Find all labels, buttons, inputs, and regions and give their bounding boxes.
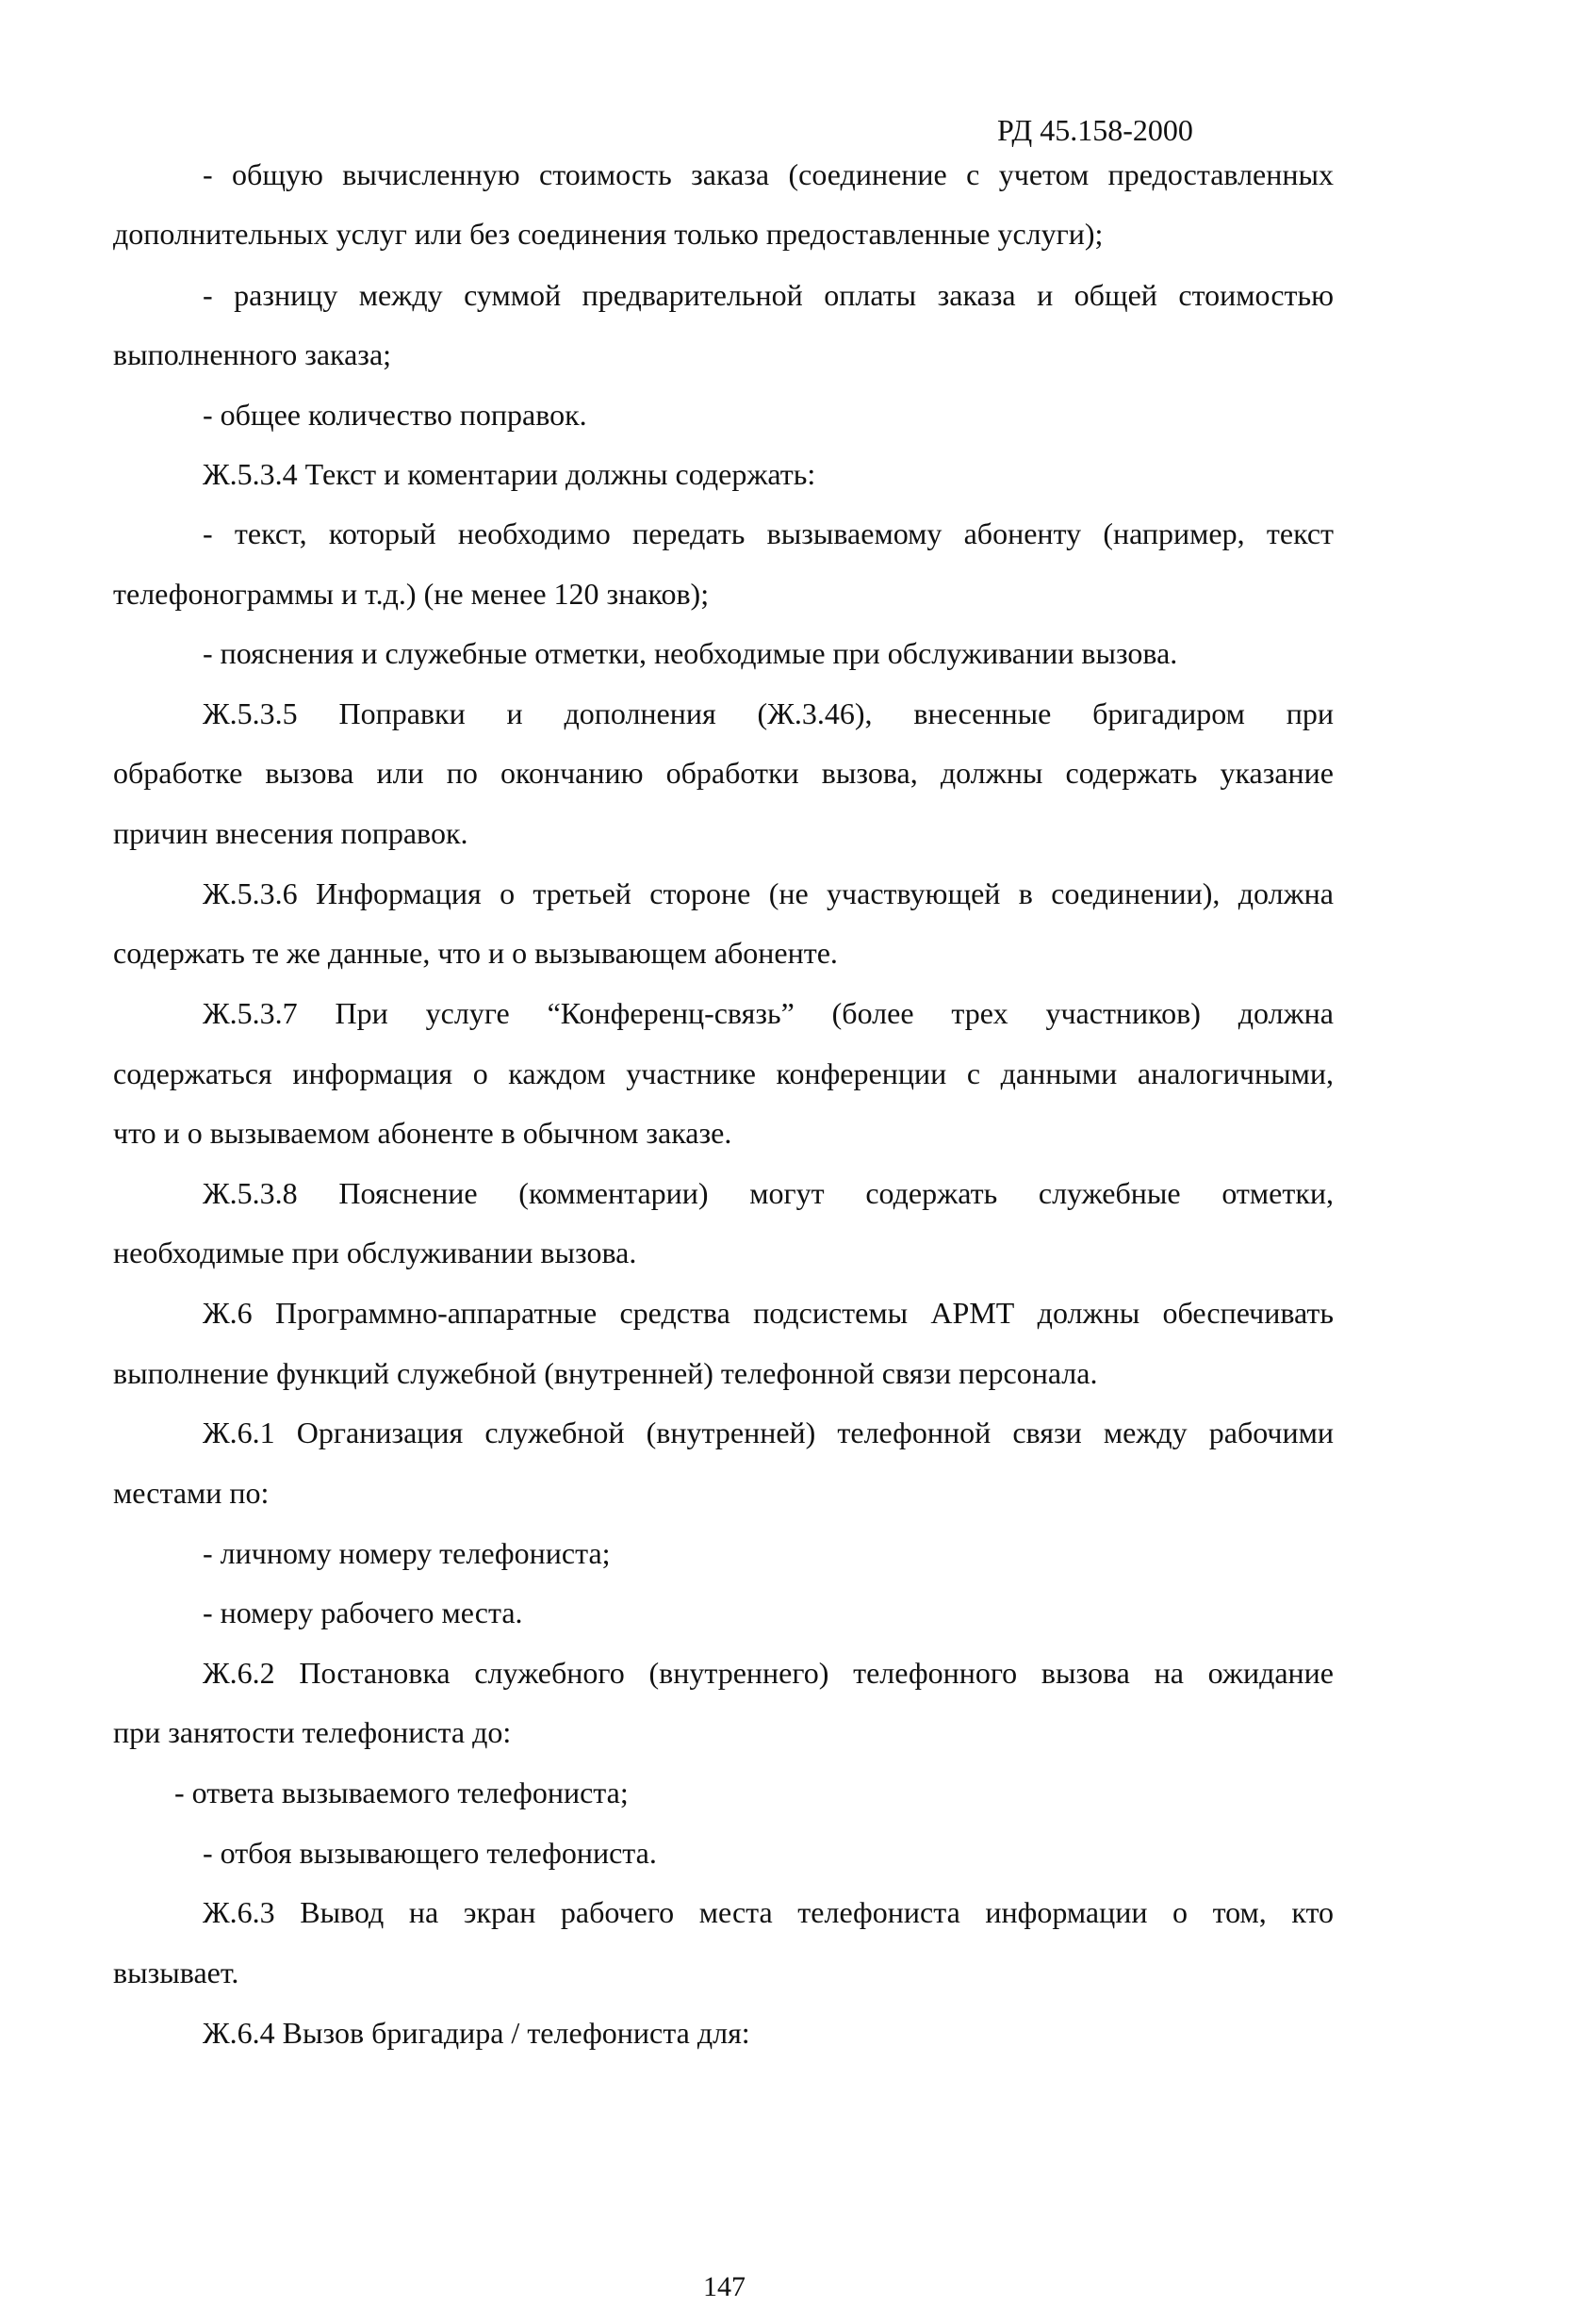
text-line: - разницу между суммой предварительной оплаты заказа и общей стоимостью bbox=[203, 278, 1334, 312]
text-line: Ж.6.4 Вызов бригадира / телефониста для: bbox=[203, 2016, 750, 2050]
text-line: Ж.6.3 Вывод на экран рабочего места телефониста информации о том, кто bbox=[203, 1895, 1334, 1929]
text-line: - личному номеру телефониста; bbox=[203, 1536, 611, 1570]
text-line: - пояснения и служебные отметки, необходимые при обслуживании вызова. bbox=[203, 636, 1178, 670]
text-line: Ж.5.3.7 При услуге “Конференц-связь” (более трех участников) должна bbox=[203, 996, 1334, 1030]
text-line: дополнительных услуг или без соединения только предоставленные услуги); bbox=[113, 217, 1104, 251]
text-line: - общую вычисленную стоимость заказа (соединение с учетом предоставленных bbox=[203, 157, 1334, 191]
text-line: выполнение функций служебной (внутренней) телефонной связи персонала. bbox=[113, 1356, 1098, 1390]
text-line: при занятости телефониста до: bbox=[113, 1715, 512, 1749]
text-line: содержать те же данные, что и о вызывающем абоненте. bbox=[113, 936, 838, 970]
text-line: вызывает. bbox=[113, 1956, 239, 1989]
text-line: причин внесения поправок. bbox=[113, 816, 468, 850]
document-id: РД 45.158-2000 bbox=[997, 113, 1193, 147]
text-line: телефонограммы и т.д.) (не менее 120 знаков); bbox=[113, 577, 710, 611]
text-line: Ж.5.3.6 Информация о третьей стороне (не участвующей в соединении), должна bbox=[203, 876, 1334, 910]
text-line: Ж.6 Программно-аппаратные средства подсистемы АРМТ должны обеспечивать bbox=[203, 1296, 1334, 1330]
text-line: Ж.6.2 Постановка служебного (внутреннего) телефонного вызова на ожидание bbox=[203, 1656, 1334, 1690]
text-line: - общее количество поправок. bbox=[203, 398, 587, 432]
text-line: - текст, который необходимо передать вызываемому абоненту (например, текст bbox=[203, 516, 1334, 550]
text-line: - ответа вызываемого телефониста; bbox=[174, 1776, 629, 1809]
text-line: местами по: bbox=[113, 1476, 270, 1510]
text-line: Ж.5.3.5 Поправки и дополнения (Ж.3.46), внесенные бригадиром при bbox=[203, 696, 1334, 730]
text-line: что и о вызываемом абоненте в обычном заказе. bbox=[113, 1116, 732, 1150]
text-line: обработке вызова или по окончанию обработки вызова, должны содержать указание bbox=[113, 756, 1334, 790]
text-line: выполненного заказа; bbox=[113, 337, 392, 371]
text-line: - отбоя вызывающего телефониста. bbox=[203, 1836, 657, 1870]
page-number: 147 bbox=[703, 2271, 746, 2302]
text-line: необходимые при обслуживании вызова. bbox=[113, 1236, 637, 1269]
text-line: Ж.5.3.8 Пояснение (комментарии) могут содержать служебные отметки, bbox=[203, 1176, 1334, 1210]
text-line: Ж.5.3.4 Текст и коментарии должны содержать: bbox=[203, 457, 816, 491]
text-line: Ж.6.1 Организация служебной (внутренней) телефонной связи между рабочими bbox=[203, 1416, 1334, 1449]
text-line: содержаться информация о каждом участнике конференции с данными аналогичными, bbox=[113, 1056, 1334, 1090]
text-line: - номеру рабочего места. bbox=[203, 1596, 523, 1629]
